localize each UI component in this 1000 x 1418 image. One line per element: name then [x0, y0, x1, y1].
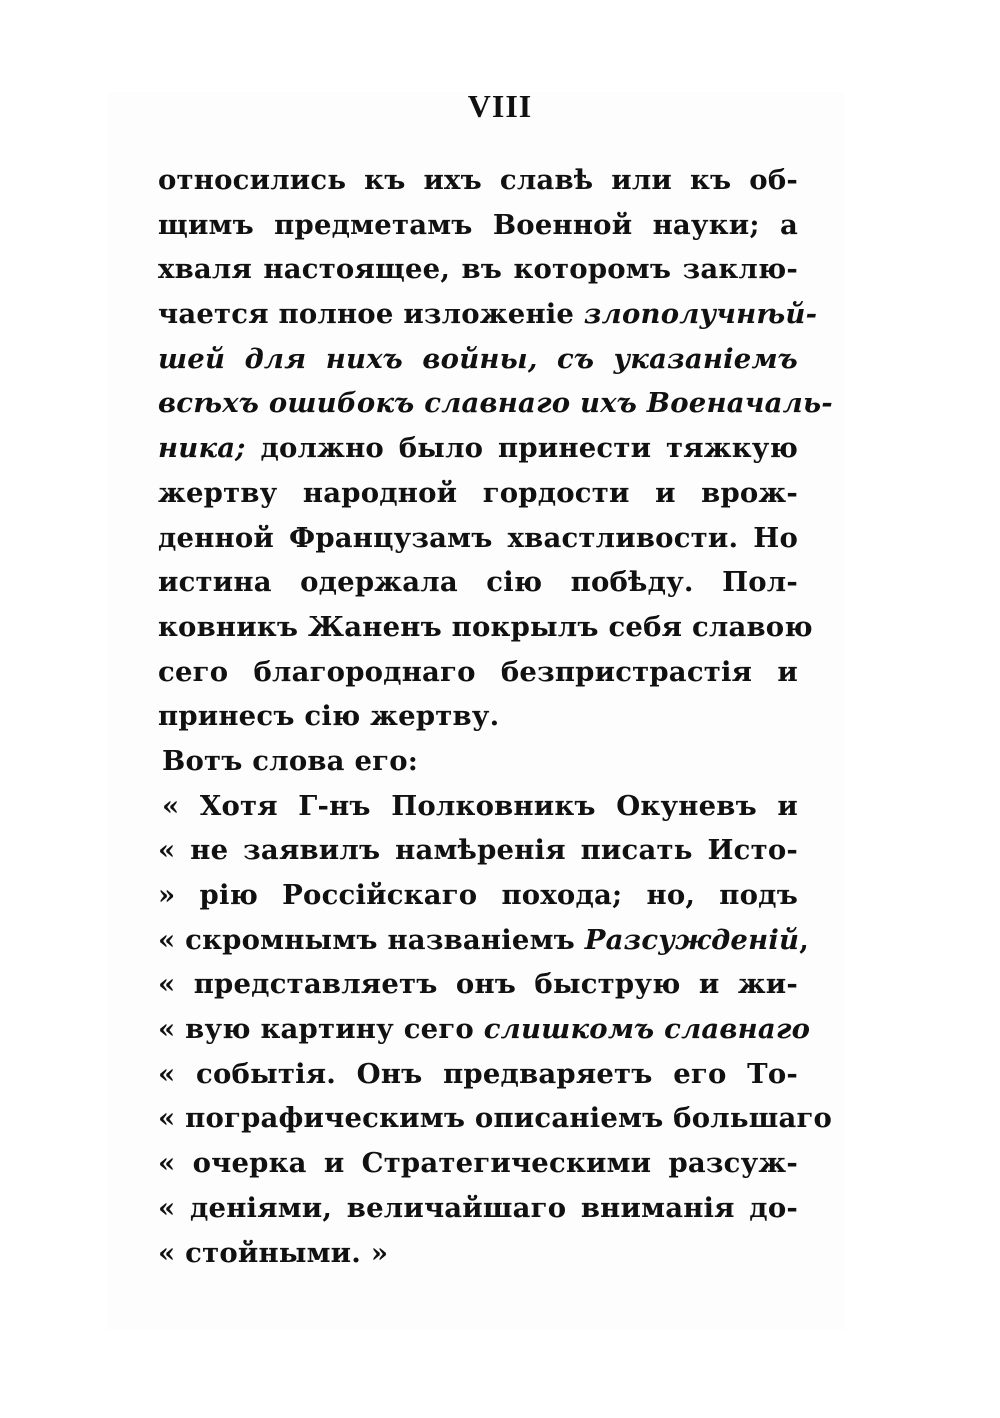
- italic-text-segment: всѣхъ ошибокъ славнаго ихъ Военачаль-: [158, 387, 833, 420]
- text-segment: щимъ предметамъ Военной науки; а: [158, 208, 798, 241]
- text-line: [158, 292, 818, 337]
- text-line: [158, 605, 813, 650]
- text-segment: жертву народной гордости и врож-: [158, 476, 798, 509]
- text-segment: денной Французамъ хвастливости. Но: [158, 521, 798, 554]
- italic-text-segment: шей для нихъ войны, съ указаніемъ: [158, 342, 798, 375]
- italic-text-segment: злополучнѣй-: [583, 298, 818, 331]
- text-segment: « скромнымъ названіемъ: [158, 923, 585, 956]
- text-line: [158, 1141, 798, 1186]
- text-line: [158, 918, 809, 963]
- italic-text-segment: Разсужденій: [584, 923, 800, 956]
- text-segment: » рію Россійскаго похода; но, подъ: [158, 879, 798, 911]
- text-line: [158, 158, 798, 203]
- text-line: [158, 426, 798, 471]
- body-text: [158, 158, 833, 1275]
- text-segment: « стойными. »: [158, 1236, 389, 1269]
- text-line: [158, 1186, 798, 1231]
- text-line: [158, 1231, 798, 1276]
- text-segment: ковникъ Жаненъ покрылъ себя славою: [158, 610, 813, 643]
- italic-text-segment: слишкомъ славнаго: [483, 1013, 811, 1046]
- text-segment: « представляетъ онъ быструю и жи-: [158, 968, 798, 1001]
- text-segment: « очерка и Стратегическими разсуж-: [158, 1147, 798, 1180]
- text-line: [158, 1096, 833, 1141]
- page-number: VIII: [467, 88, 533, 124]
- text-line: [158, 560, 798, 605]
- text-line: [158, 337, 798, 382]
- text-segment: « событія. Онъ предваряетъ его То-: [158, 1057, 798, 1090]
- text-segment: « не заявилъ намѣренія писать Исто-: [158, 834, 798, 867]
- text-segment: истина одержала сію побѣду. Пол-: [158, 566, 798, 599]
- text-line: [158, 471, 798, 516]
- text-segment: относились къ ихъ славѣ или къ об-: [158, 164, 798, 196]
- italic-text-segment: ника;: [158, 432, 261, 465]
- text-segment: сего благороднаго безпристрастія и: [158, 655, 798, 688]
- text-segment: хваля настоящее, въ которомъ заклю-: [158, 253, 798, 286]
- text-line: [158, 828, 798, 873]
- text-segment: « Хотя Г-нъ Полковникъ Окуневъ и: [162, 789, 798, 822]
- text-line: [158, 1052, 798, 1097]
- text-segment: принесъ сію жертву.: [158, 700, 500, 733]
- text-segment: должно было принести тяжкую: [260, 432, 798, 465]
- text-line: [158, 962, 798, 1007]
- text-segment: ,: [799, 923, 809, 956]
- text-line: [158, 739, 798, 784]
- text-segment: « деніями, величайшаго вниманія до-: [158, 1191, 798, 1224]
- text-segment: Вотъ слова его:: [162, 744, 419, 777]
- text-segment: чается полное изложеніе: [158, 298, 584, 331]
- text-line: [158, 516, 798, 561]
- text-line: [158, 873, 798, 918]
- text-line: [158, 694, 798, 739]
- text-segment: « пографическимъ описаніемъ большаго: [158, 1102, 833, 1135]
- text-line: [158, 381, 833, 426]
- text-line: [158, 203, 798, 248]
- text-line: [158, 784, 798, 829]
- text-line: [158, 650, 798, 695]
- text-line: [158, 247, 798, 292]
- text-line: [158, 1007, 811, 1052]
- text-segment: « вую картину сего: [158, 1013, 484, 1046]
